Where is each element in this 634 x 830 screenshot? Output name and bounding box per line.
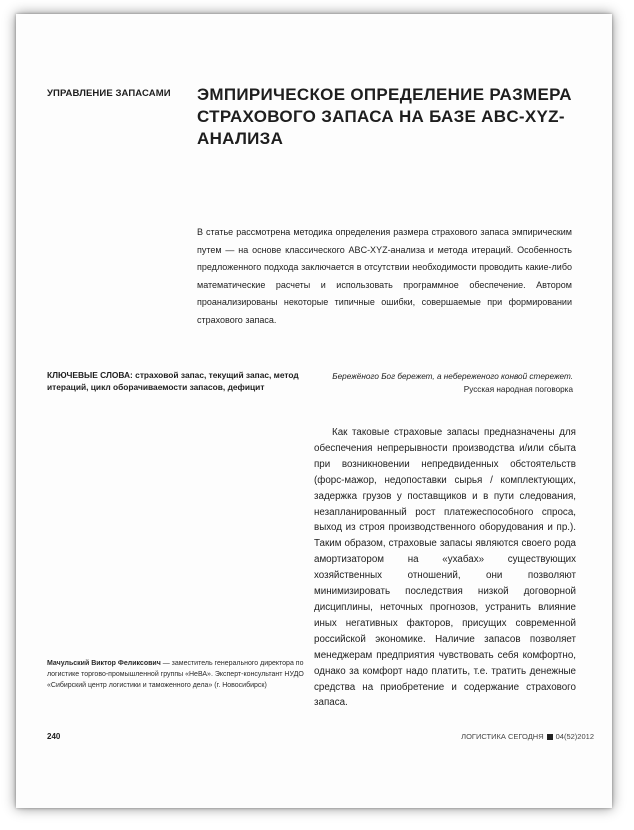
author-bio: — заместитель генерального директора по логистике торгово-промышленной группы «НеВА». Эксперт-консультант НУДО «Сибирский центр логистики и таможенного дела» (г. Новосибирск) (47, 660, 304, 689)
epigraph-source: Русская народная поговорка (463, 385, 573, 394)
author-name: Мачульский Виктор Феликсович (47, 660, 161, 667)
journal-name: ЛОГИСТИКА СЕГОДНЯ (461, 732, 544, 741)
page-number: 240 (47, 732, 61, 741)
body-text: Как таковые страховые запасы предназначены для обеспечения непрерывности производства и/или сбыта при возникновении непредвиденных обстоятельств (форс-мажор, недопоставки сырья / комплектующих, задержка грузов у поставщиков и в пути следования, незапланированный рост платежеспособного спроса, выход из строя производственного оборудования и пр.). Таким образом, страховые запасы являются своего рода амортизатором на «ухабах» существующих хозяйственных отношений, они позволяют минимизировать последствия низкой договорной дисциплины, неточных прогнозов, устранить влияние иных негативных факторов, присущих современной российской экономике. Наличие запасов позволяет менеджерам предприятия чувствовать себя комфортно, однако за комфорт надо платить, т.е. тратить денежные средства на приобретение и содержание страхового запаса. (314, 427, 576, 709)
journal-issue: 04(52)2012 (555, 732, 594, 741)
keywords: КЛЮЧЕВЫЕ СЛОВА: страховой запас, текущий запас, метод итераций, цикл оборачиваемости запасов, дефицит (47, 370, 299, 392)
article-title: ЭМПИРИЧЕСКОЕ ОПРЕДЕЛЕНИЕ РАЗМЕРА СТРАХОВОГО ЗАПАСА НА БАЗЕ ABC-XYZ-АНАЛИЗА (197, 85, 572, 148)
author-note (47, 658, 315, 691)
epigraph (330, 370, 573, 396)
section-label: УПРАВЛЕНИЕ ЗАПАСАМИ (47, 88, 171, 99)
abstract: В статье рассмотрена методика определения размера страхового запаса эмпирическим путем — на основе классического ABC-XYZ-анализа и метода итераций. Особенность предложенного подхода заключается в отсутствии необходимости проводить какие-либо математические расчеты и использовать программное обеспечение. Автором проанализированы некоторые типичные ошибки, совершаемые при формировании страхового запаса. (197, 227, 572, 325)
square-icon (547, 734, 553, 740)
journal-footer (461, 732, 594, 741)
epigraph-quote: Бережёного Бог бережет, а небереженого конвой стережет. (332, 372, 573, 381)
